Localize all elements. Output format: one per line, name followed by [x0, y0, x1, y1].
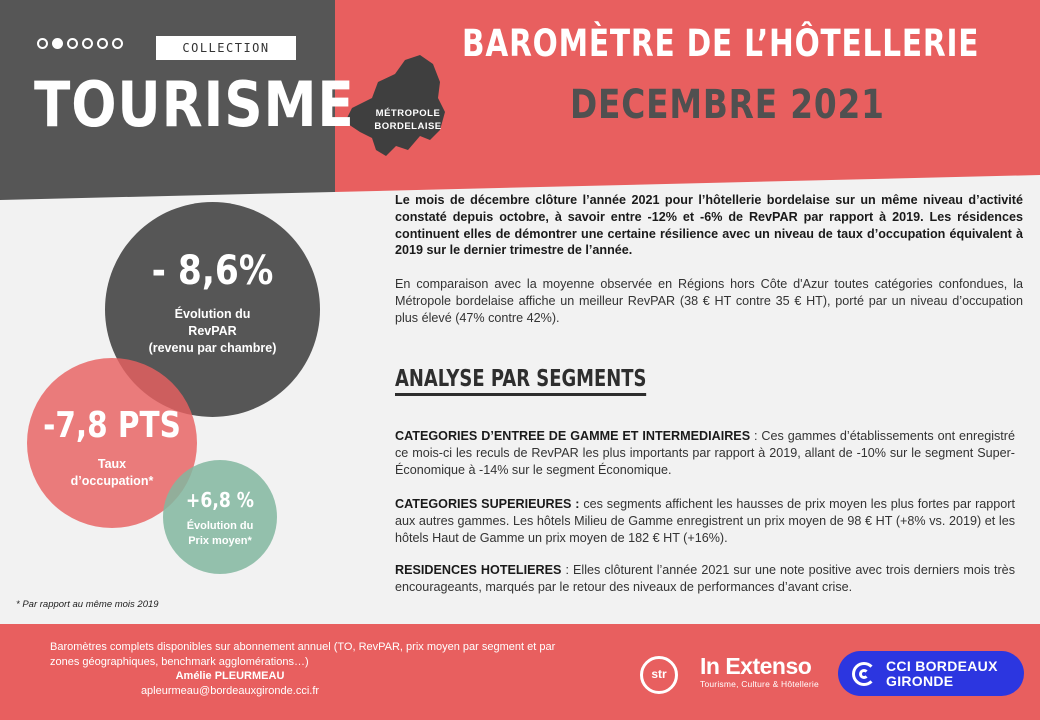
footnote: * Par rapport au même mois 2019	[16, 599, 159, 610]
inextenso-tagline: Tourisme, Culture & Hôtellerie	[700, 679, 819, 689]
progress-dot	[112, 38, 123, 49]
revpar-label-line1: Évolution du	[174, 307, 251, 321]
price-label	[163, 519, 277, 549]
footer-line2: zones géographiques, benchmark agglomérations…)	[50, 655, 309, 668]
occupation-label-line1: Taux	[97, 457, 127, 471]
revpar-label	[105, 306, 320, 357]
price-label-line1: Évolution du	[186, 520, 254, 532]
inextenso-name: In Extenso	[700, 653, 812, 679]
progress-dot	[37, 38, 48, 49]
price-label-line2: Prix moyen*	[188, 535, 252, 547]
price-value: +6,8 %	[185, 488, 255, 512]
segment-label: CATEGORIES D’ENTREE DE GAMME ET INTERMEDIAIRES	[395, 429, 751, 443]
segment-paragraph	[395, 496, 1015, 546]
page-title: BAROMÈTRE DE L’HÔTELLERIE	[462, 22, 980, 65]
revpar-label-line2: RevPAR	[188, 324, 237, 338]
cci-logo-text	[886, 659, 998, 689]
map-label-line2: BORDELAISE	[374, 121, 442, 132]
comparison-paragraph: En comparaison avec la moyenne observée en Régions hors Côte d'Azur toutes catégories confondues, la Métropole bordelaise affiche un meilleur RevPAR (38 € HT contre 35 € HT), porté par un niveau d’occupation plus élevé (47% contre 42%).	[395, 277, 1023, 325]
progress-dot	[67, 38, 78, 49]
segment-separator: :	[561, 563, 573, 577]
intro-paragraph: Le mois de décembre clôture l’année 2021 pour l’hôtellerie bordelaise sur un même niveau d’activité constaté depuis octobre, à savoir entre -12% et -6% de RevPAR par rapport à 2019. Les résidences continuent elles de démontrer une certaine résilience avec un niveau de taux d’occupation équivalent à 2019 sur le dernier trimestre de l’année.	[395, 193, 1023, 258]
occupation-label	[27, 456, 197, 490]
footer-text	[50, 640, 610, 698]
segment-text: Elles clôturent l’année 2021 sur une note positive avec trois derniers mois très encourageants, marqués par le retour des niveaux de performances d’avant crise.	[395, 563, 1015, 594]
inextenso-logo	[700, 653, 819, 689]
contact-name: Amélie PLEURMEAU	[175, 670, 285, 682]
map-label	[372, 107, 444, 133]
progress-dot-active	[52, 38, 63, 49]
page-subtitle: DECEMBRE 2021	[570, 82, 885, 128]
occupation-value: -7,8 PTS	[43, 405, 181, 446]
collection-progress-dots	[37, 38, 123, 49]
str-logo: str	[640, 656, 678, 694]
progress-dot	[82, 38, 93, 49]
segment-paragraph	[395, 428, 1015, 478]
cci-line2: GIRONDE	[886, 672, 954, 689]
cci-line1: CCI BORDEAUX	[886, 657, 998, 674]
segment-text: ces segments affichent les hausses de prix moyen les plus fortes par rapport aux autres gammes. Les hôtels Milieu de Gamme enregistrent un prix moyen de 98 € HT (+8% vs. 2019) et les hôtels Haut de Gamme un prix moyen de 182 € HT (+16%).	[395, 497, 1015, 545]
segments-heading: ANALYSE PAR SEGMENTS	[395, 366, 646, 396]
segment-separator: :	[750, 429, 762, 443]
contact-email[interactable]: apleurmeau@bordeauxgironde.cci.fr	[140, 684, 320, 697]
revpar-label-line3: (revenu par chambre)	[148, 341, 277, 355]
progress-dot	[97, 38, 108, 49]
segment-label: CATEGORIES SUPERIEURES :	[395, 497, 580, 511]
cci-logo	[838, 651, 1024, 696]
segment-paragraph	[395, 562, 1015, 596]
occupation-label-line2: d’occupation*	[70, 474, 154, 488]
revpar-value: - 8,6%	[151, 248, 274, 294]
segment-text: Ces gammes d’établissements ont enregistré ce mois-ci les reculs de RevPAR les plus importants par rapport à 2019, allant de -10% sur le segment Super-Économique à -14% sur le segment Économique.	[395, 429, 1015, 477]
footer-line1: Baromètres complets disponibles sur abonnement annuel (TO, RevPAR, prix moyen par segment et par	[50, 641, 556, 653]
map-label-line1: MÉTROPOLE	[375, 108, 441, 119]
collection-tag: COLLECTION	[156, 36, 296, 60]
category-title: TOURISME	[34, 68, 355, 141]
segment-label: RESIDENCES HOTELIERES	[395, 563, 562, 577]
cci-logo-icon	[852, 662, 876, 686]
